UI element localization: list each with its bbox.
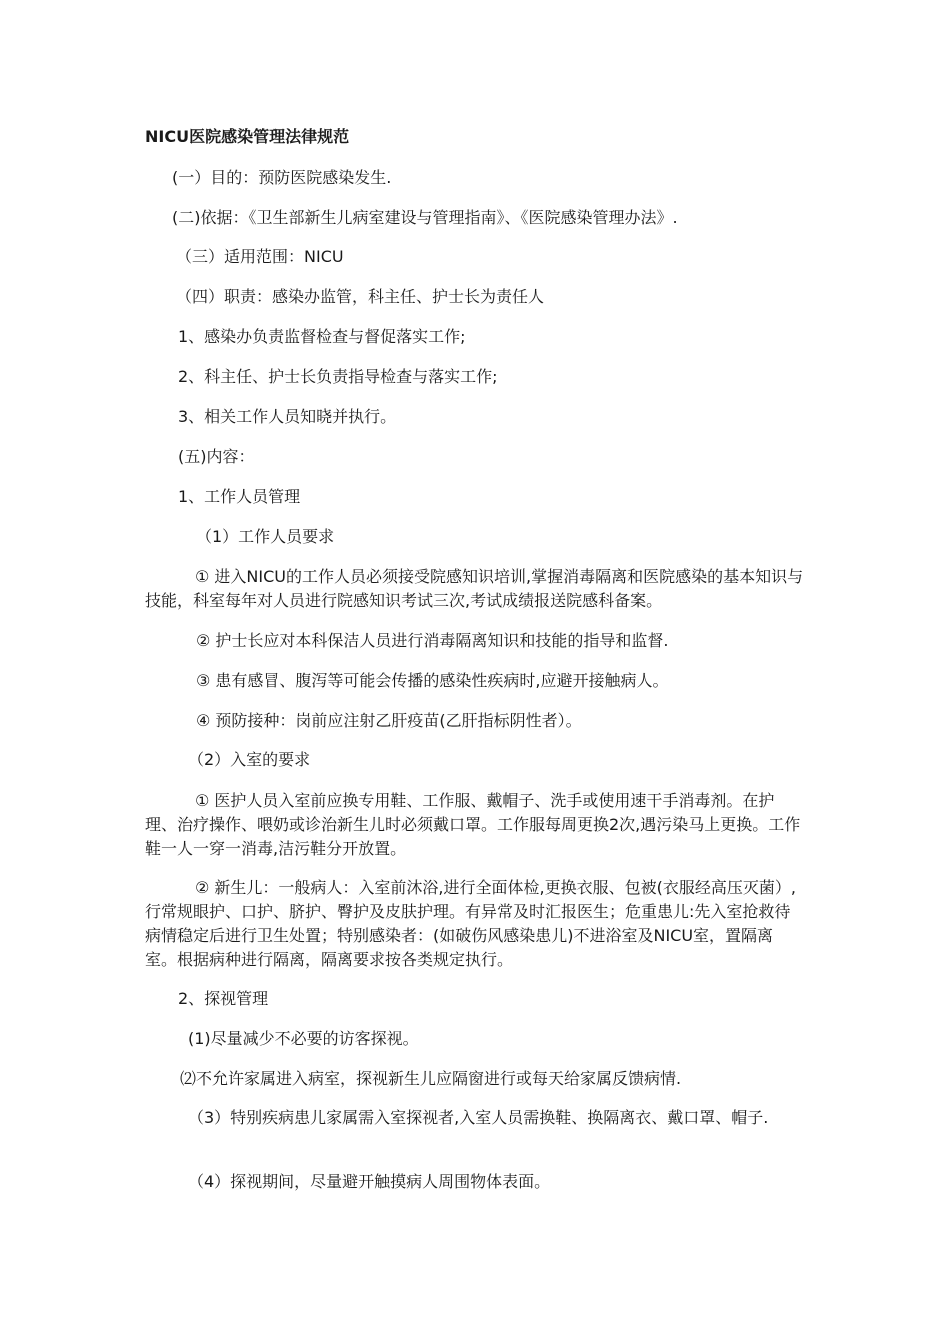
list-item: ② 护士长应对本科保洁人员进行消毒隔离知识和技能的指导和监督. — [196, 631, 669, 650]
paragraph-content-heading: (五)内容： — [178, 447, 255, 466]
list-item: ④ 预防接种：岗前应注射乙肝疫苗(乙肝指标阴性者）。 — [196, 711, 582, 730]
list-item: 1、感染办负责监督检查与督促落实工作; — [178, 327, 466, 346]
subsection-heading-entry-requirements: （2）入室的要求 — [188, 750, 311, 769]
list-item: ② 新生儿：一般病人：入室前沐浴,进行全面体检,更换衣服、包被(衣服经高压灭菌）,行常规眼护、口护、脐护、臀护及皮肤护理。有异常及时汇报医生；危重患儿:先入室抢救待病情稳定后进行卫生处置；特别感染者：(如破伤风感染患儿)不进浴室及NICU室，置隔离室。根据病种进行隔离，隔离要求按各类规定执行。 — [145, 878, 796, 969]
paragraph-scope: （三）适用范围：NICU — [176, 247, 344, 266]
list-item: ① 进入NICU的工作人员必须接受院感知识培训,掌握消毒隔离和医院感染的基本知识与技能，科室每年对人员进行院感知识考试三次,考试成绩报送院感科备案。 — [145, 567, 804, 610]
paragraph-purpose: (一）目的：预防医院感染发生. — [172, 168, 392, 187]
paragraph-basis: (二)依据：《卫生部新生儿病室建设与管理指南》、《医院感染管理办法》. — [172, 208, 678, 227]
list-item: 2、科主任、护士长负责指导检查与落实工作; — [178, 367, 498, 386]
section-heading-visiting-management: 2、探视管理 — [178, 989, 269, 1008]
section-heading-staff-management: 1、工作人员管理 — [178, 487, 301, 506]
subsection-heading-staff-requirements: （1）工作人员要求 — [196, 527, 335, 546]
list-item: （3）特别疾病患儿家属需入室探视者,入室人员需换鞋、换隔离衣、戴口罩、帽子. — [188, 1108, 769, 1127]
list-item: 3、相关工作人员知晓并执行。 — [178, 407, 397, 426]
document-title: NICU医院感染管理法律规范 — [145, 127, 350, 146]
list-item: (1)尽量减少不必要的访客探视。 — [188, 1029, 419, 1048]
list-item: ③ 患有感冒、腹泻等可能会传播的感染性疾病时,应避开接触病人。 — [196, 671, 669, 690]
paragraph-duties: （四）职责：感染办监管，科主任、护士长为责任人 — [176, 287, 545, 306]
list-item: ① 医护人员入室前应换专用鞋、工作服、戴帽子、洗手或使用速干手消毒剂。在护理、治疗操作、喂奶或诊治新生儿时必须戴口罩。工作服每周更换2次,遇污染马上更换。工作鞋一人一穿一消毒,洁污鞋分开放置。 — [145, 791, 801, 858]
list-item: ⑵不允许家属进入病室，探视新生儿应隔窗进行或每天给家属反馈病情. — [180, 1069, 682, 1088]
list-item: （4）探视期间，尽量避开触摸病人周围物体表面。 — [188, 1172, 551, 1191]
